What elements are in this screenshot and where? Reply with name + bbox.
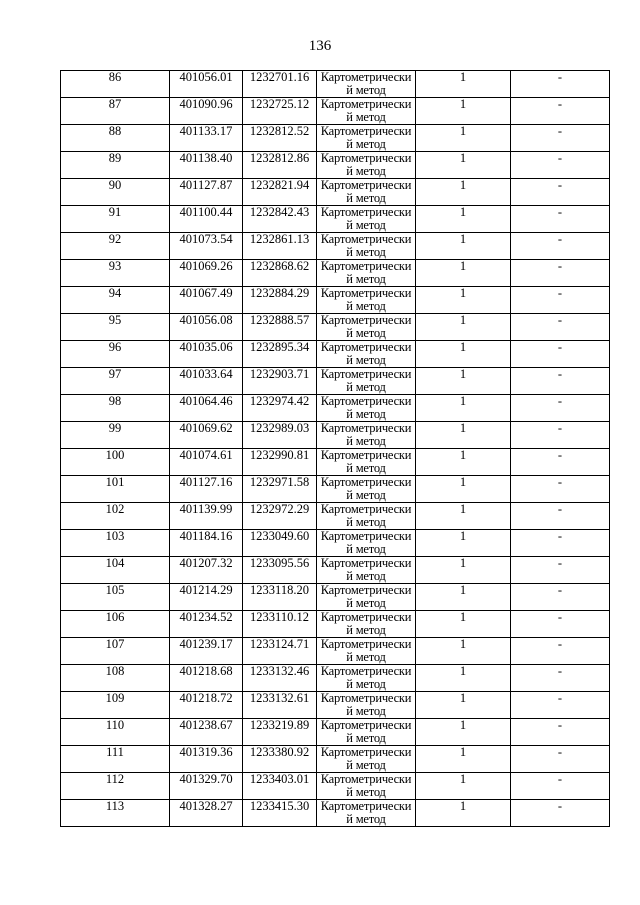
point-number-cell: 107 (61, 638, 170, 665)
note-cell: - (511, 125, 610, 152)
point-number-cell: 103 (61, 530, 170, 557)
note-cell: - (511, 341, 610, 368)
note-cell: - (511, 584, 610, 611)
x-coordinate-cell: 401127.87 (170, 179, 243, 206)
note-cell: - (511, 395, 610, 422)
y-coordinate-cell: 1232821.94 (243, 179, 317, 206)
method-cell: Картометрически й метод (317, 746, 416, 773)
method-cell: Картометрически й метод (317, 206, 416, 233)
x-coordinate-cell: 401067.49 (170, 287, 243, 314)
x-coordinate-cell: 401328.27 (170, 800, 243, 827)
point-number-cell: 92 (61, 233, 170, 260)
y-coordinate-cell: 1232903.71 (243, 368, 317, 395)
method-cell: Картометрически й метод (317, 314, 416, 341)
note-cell: - (511, 476, 610, 503)
method-cell: Картометрически й метод (317, 341, 416, 368)
table-row (61, 611, 610, 638)
accuracy-cell: 1 (416, 98, 511, 125)
method-cell: Картометрически й метод (317, 125, 416, 152)
accuracy-cell: 1 (416, 800, 511, 827)
accuracy-cell: 1 (416, 368, 511, 395)
y-coordinate-cell: 1232895.34 (243, 341, 317, 368)
table-row (61, 503, 610, 530)
method-cell: Картометрически й метод (317, 638, 416, 665)
table-row (61, 179, 610, 206)
y-coordinate-cell: 1232812.52 (243, 125, 317, 152)
table-row (61, 368, 610, 395)
point-number-cell: 104 (61, 557, 170, 584)
x-coordinate-cell: 401234.52 (170, 611, 243, 638)
x-coordinate-cell: 401090.96 (170, 98, 243, 125)
x-coordinate-cell: 401329.70 (170, 773, 243, 800)
note-cell: - (511, 152, 610, 179)
accuracy-cell: 1 (416, 476, 511, 503)
note-cell: - (511, 746, 610, 773)
x-coordinate-cell: 401184.16 (170, 530, 243, 557)
note-cell: - (511, 503, 610, 530)
accuracy-cell: 1 (416, 260, 511, 287)
table-row (61, 557, 610, 584)
y-coordinate-cell: 1232888.57 (243, 314, 317, 341)
x-coordinate-cell: 401238.67 (170, 719, 243, 746)
point-number-cell: 96 (61, 341, 170, 368)
x-coordinate-cell: 401218.68 (170, 665, 243, 692)
method-cell: Картометрически й метод (317, 584, 416, 611)
method-cell: Картометрически й метод (317, 422, 416, 449)
y-coordinate-cell: 1232812.86 (243, 152, 317, 179)
table-row (61, 395, 610, 422)
method-cell: Картометрически й метод (317, 719, 416, 746)
point-number-cell: 106 (61, 611, 170, 638)
table-row (61, 530, 610, 557)
y-coordinate-cell: 1233095.56 (243, 557, 317, 584)
accuracy-cell: 1 (416, 746, 511, 773)
table-row (61, 449, 610, 476)
note-cell: - (511, 71, 610, 98)
method-cell: Картометрически й метод (317, 800, 416, 827)
y-coordinate-cell: 1232868.62 (243, 260, 317, 287)
y-coordinate-cell: 1233219.89 (243, 719, 317, 746)
accuracy-cell: 1 (416, 449, 511, 476)
method-cell: Картометрически й метод (317, 557, 416, 584)
method-cell: Картометрически й метод (317, 665, 416, 692)
accuracy-cell: 1 (416, 773, 511, 800)
coordinates-table-body (61, 71, 610, 827)
accuracy-cell: 1 (416, 152, 511, 179)
table-row (61, 773, 610, 800)
table-row (61, 287, 610, 314)
table-row (61, 125, 610, 152)
accuracy-cell: 1 (416, 71, 511, 98)
accuracy-cell: 1 (416, 341, 511, 368)
table-row (61, 692, 610, 719)
note-cell: - (511, 557, 610, 584)
note-cell: - (511, 287, 610, 314)
table-row (61, 314, 610, 341)
y-coordinate-cell: 1232972.29 (243, 503, 317, 530)
point-number-cell: 88 (61, 125, 170, 152)
note-cell: - (511, 611, 610, 638)
point-number-cell: 98 (61, 395, 170, 422)
method-cell: Картометрически й метод (317, 692, 416, 719)
table-row (61, 71, 610, 98)
y-coordinate-cell: 1232974.42 (243, 395, 317, 422)
table-row (61, 719, 610, 746)
note-cell: - (511, 179, 610, 206)
accuracy-cell: 1 (416, 611, 511, 638)
x-coordinate-cell: 401064.46 (170, 395, 243, 422)
point-number-cell: 97 (61, 368, 170, 395)
point-number-cell: 113 (61, 800, 170, 827)
note-cell: - (511, 98, 610, 125)
method-cell: Картометрически й метод (317, 71, 416, 98)
y-coordinate-cell: 1232990.81 (243, 449, 317, 476)
accuracy-cell: 1 (416, 125, 511, 152)
x-coordinate-cell: 401214.29 (170, 584, 243, 611)
y-coordinate-cell: 1232989.03 (243, 422, 317, 449)
x-coordinate-cell: 401073.54 (170, 233, 243, 260)
point-number-cell: 100 (61, 449, 170, 476)
y-coordinate-cell: 1232884.29 (243, 287, 317, 314)
x-coordinate-cell: 401069.62 (170, 422, 243, 449)
note-cell: - (511, 719, 610, 746)
y-coordinate-cell: 1232725.12 (243, 98, 317, 125)
note-cell: - (511, 773, 610, 800)
y-coordinate-cell: 1232861.13 (243, 233, 317, 260)
table-row (61, 233, 610, 260)
table-row (61, 206, 610, 233)
method-cell: Картометрически й метод (317, 773, 416, 800)
table-row (61, 476, 610, 503)
point-number-cell: 101 (61, 476, 170, 503)
table-row (61, 800, 610, 827)
accuracy-cell: 1 (416, 638, 511, 665)
y-coordinate-cell: 1233403.01 (243, 773, 317, 800)
x-coordinate-cell: 401035.06 (170, 341, 243, 368)
page-number: 136 (308, 38, 332, 54)
note-cell: - (511, 449, 610, 476)
method-cell: Картометрически й метод (317, 395, 416, 422)
point-number-cell: 87 (61, 98, 170, 125)
accuracy-cell: 1 (416, 557, 511, 584)
x-coordinate-cell: 401074.61 (170, 449, 243, 476)
coordinates-table (60, 70, 610, 827)
point-number-cell: 94 (61, 287, 170, 314)
method-cell: Картометрически й метод (317, 98, 416, 125)
note-cell: - (511, 368, 610, 395)
y-coordinate-cell: 1232842.43 (243, 206, 317, 233)
table-row (61, 665, 610, 692)
note-cell: - (511, 665, 610, 692)
x-coordinate-cell: 401207.32 (170, 557, 243, 584)
y-coordinate-cell: 1233049.60 (243, 530, 317, 557)
method-cell: Картометрически й метод (317, 179, 416, 206)
accuracy-cell: 1 (416, 719, 511, 746)
accuracy-cell: 1 (416, 692, 511, 719)
x-coordinate-cell: 401069.26 (170, 260, 243, 287)
x-coordinate-cell: 401139.99 (170, 503, 243, 530)
x-coordinate-cell: 401133.17 (170, 125, 243, 152)
point-number-cell: 111 (61, 746, 170, 773)
x-coordinate-cell: 401127.16 (170, 476, 243, 503)
table-row (61, 152, 610, 179)
note-cell: - (511, 692, 610, 719)
y-coordinate-cell: 1232701.16 (243, 71, 317, 98)
note-cell: - (511, 206, 610, 233)
point-number-cell: 90 (61, 179, 170, 206)
accuracy-cell: 1 (416, 206, 511, 233)
x-coordinate-cell: 401056.08 (170, 314, 243, 341)
note-cell: - (511, 233, 610, 260)
table-row (61, 584, 610, 611)
note-cell: - (511, 638, 610, 665)
y-coordinate-cell: 1233132.61 (243, 692, 317, 719)
method-cell: Картометрически й метод (317, 233, 416, 260)
table-row (61, 98, 610, 125)
point-number-cell: 110 (61, 719, 170, 746)
y-coordinate-cell: 1233124.71 (243, 638, 317, 665)
accuracy-cell: 1 (416, 503, 511, 530)
point-number-cell: 86 (61, 71, 170, 98)
y-coordinate-cell: 1233380.92 (243, 746, 317, 773)
y-coordinate-cell: 1233415.30 (243, 800, 317, 827)
point-number-cell: 105 (61, 584, 170, 611)
method-cell: Картометрически й метод (317, 611, 416, 638)
note-cell: - (511, 800, 610, 827)
x-coordinate-cell: 401319.36 (170, 746, 243, 773)
point-number-cell: 109 (61, 692, 170, 719)
table-row (61, 422, 610, 449)
x-coordinate-cell: 401056.01 (170, 71, 243, 98)
method-cell: Картометрически й метод (317, 476, 416, 503)
method-cell: Картометрически й метод (317, 368, 416, 395)
table-row (61, 638, 610, 665)
y-coordinate-cell: 1233118.20 (243, 584, 317, 611)
accuracy-cell: 1 (416, 530, 511, 557)
point-number-cell: 93 (61, 260, 170, 287)
accuracy-cell: 1 (416, 665, 511, 692)
x-coordinate-cell: 401239.17 (170, 638, 243, 665)
y-coordinate-cell: 1233110.12 (243, 611, 317, 638)
point-number-cell: 89 (61, 152, 170, 179)
point-number-cell: 112 (61, 773, 170, 800)
note-cell: - (511, 422, 610, 449)
note-cell: - (511, 260, 610, 287)
accuracy-cell: 1 (416, 233, 511, 260)
point-number-cell: 102 (61, 503, 170, 530)
method-cell: Картометрически й метод (317, 287, 416, 314)
method-cell: Картометрически й метод (317, 503, 416, 530)
x-coordinate-cell: 401033.64 (170, 368, 243, 395)
note-cell: - (511, 314, 610, 341)
point-number-cell: 108 (61, 665, 170, 692)
table-row (61, 746, 610, 773)
point-number-cell: 99 (61, 422, 170, 449)
x-coordinate-cell: 401218.72 (170, 692, 243, 719)
y-coordinate-cell: 1232971.58 (243, 476, 317, 503)
table-row (61, 260, 610, 287)
x-coordinate-cell: 401100.44 (170, 206, 243, 233)
point-number-cell: 95 (61, 314, 170, 341)
note-cell: - (511, 530, 610, 557)
method-cell: Картометрически й метод (317, 260, 416, 287)
method-cell: Картометрически й метод (317, 449, 416, 476)
accuracy-cell: 1 (416, 584, 511, 611)
method-cell: Картометрически й метод (317, 530, 416, 557)
table-row (61, 341, 610, 368)
point-number-cell: 91 (61, 206, 170, 233)
accuracy-cell: 1 (416, 179, 511, 206)
accuracy-cell: 1 (416, 422, 511, 449)
accuracy-cell: 1 (416, 287, 511, 314)
accuracy-cell: 1 (416, 314, 511, 341)
y-coordinate-cell: 1233132.46 (243, 665, 317, 692)
accuracy-cell: 1 (416, 395, 511, 422)
x-coordinate-cell: 401138.40 (170, 152, 243, 179)
method-cell: Картометрически й метод (317, 152, 416, 179)
